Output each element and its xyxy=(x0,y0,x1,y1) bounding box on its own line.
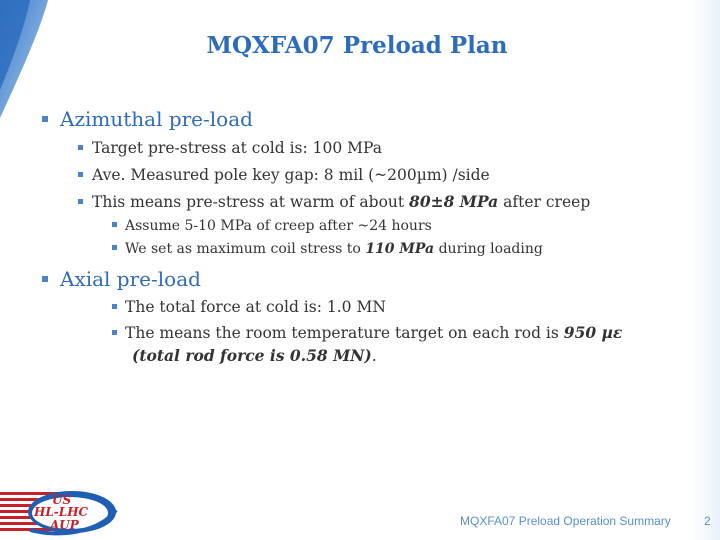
corner-swoosh-graphic xyxy=(0,0,60,120)
bullet-item xyxy=(112,298,386,316)
bullet-text: The means the room temperature target on each rod is xyxy=(125,324,564,342)
emphasis-value: 950 µε xyxy=(563,323,623,342)
bullet-text: during loading xyxy=(434,241,543,257)
bullet-square-icon xyxy=(112,330,117,335)
bullet-square-icon xyxy=(42,276,48,282)
bullet-text: Assume 5-10 MPa of creep after ~24 hours xyxy=(125,218,432,234)
logo-text-us: US xyxy=(52,493,72,507)
bullet-item-continuation xyxy=(132,346,377,365)
bullet-square-icon xyxy=(42,116,48,122)
logo-text-aup: AUP xyxy=(50,518,79,532)
section-heading-axial xyxy=(42,267,201,291)
footer-text: MQXFA07 Preload Operation Summary xyxy=(460,514,671,528)
bullet-square-icon xyxy=(112,304,117,309)
bullet-item xyxy=(78,192,590,211)
bullet-square-icon xyxy=(112,222,117,227)
sub-bullet-item xyxy=(112,218,432,234)
page-number: 2 xyxy=(704,514,711,528)
bullet-square-icon xyxy=(78,145,83,150)
logo-text-hl-lhc: HL-LHC xyxy=(34,505,89,519)
bullet-text: The total force at cold is: 1.0 MN xyxy=(125,298,386,316)
bullet-square-icon xyxy=(78,199,83,204)
section-label: Azimuthal pre-load xyxy=(60,107,253,131)
bullet-text: . xyxy=(371,347,377,365)
right-edge-gradient xyxy=(680,0,720,540)
emphasis-value: (total rod force is 0.58 MN) xyxy=(132,346,372,365)
emphasis-value: 80±8 MPa xyxy=(409,192,499,211)
sub-bullet-item xyxy=(112,241,543,257)
bullet-text: Target pre-stress at cold is: 100 MPa xyxy=(92,139,383,157)
section-heading-azimuthal xyxy=(42,107,253,131)
bullet-square-icon xyxy=(112,245,117,250)
section-label: Axial pre-load xyxy=(60,267,201,291)
emphasis-value: 110 MPa xyxy=(365,241,435,257)
bullet-item xyxy=(78,166,490,184)
bullet-item xyxy=(78,139,382,157)
bullet-text: Ave. Measured pole key gap: 8 mil (~200µm) /side xyxy=(92,166,490,184)
bullet-text: This means pre-stress at warm of about xyxy=(92,193,410,211)
bullet-item xyxy=(112,323,622,342)
bullet-text: after creep xyxy=(498,193,591,211)
bullet-text: We set as maximum coil stress to xyxy=(125,241,366,257)
bullet-square-icon xyxy=(78,172,83,177)
slide-title: MQXFA07 Preload Plan xyxy=(206,32,508,59)
